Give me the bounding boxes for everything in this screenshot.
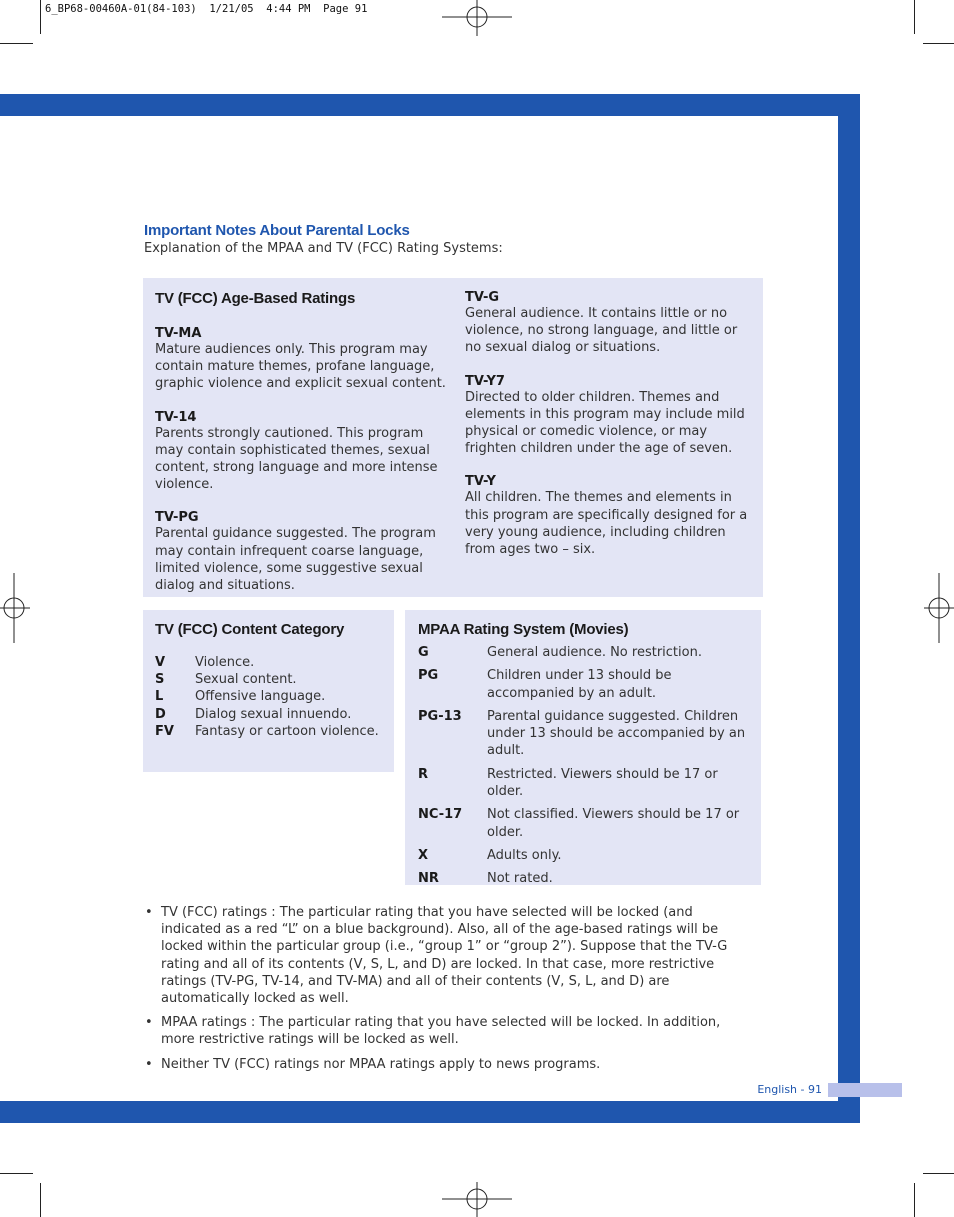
content-category-body [155,621,390,740]
rating-description: Parental guidance suggested. The program may contain infrequent coarse language, limited violence, some suggestive sexual dialog and situations. [155,526,436,594]
content-label: Offensive language. [195,689,326,705]
registration-mark-right [924,571,954,645]
mpaa-code: PG-13 [418,708,462,724]
mpaa-code: X [418,847,429,863]
mpaa-description: Not rated. [487,871,553,887]
rating-tv-g [465,290,757,357]
content-label: Violence. [195,655,255,670]
mpaa-description: Children under 13 should be accompanied by an adult. [487,668,672,701]
age-ratings-left-column [155,290,447,611]
mpaa-item [418,847,756,864]
rating-tv-pg [155,510,447,594]
rating-description: Parents strongly cautioned. This program may contain sophisticated themes, sexual content, strong language and more intense violence. [155,425,438,493]
rating-description: All children. The themes and elements in this program are specifically designed for a very young audience, including children from ages two – six. [465,490,748,558]
content-label: Fantasy or cartoon violence. [195,723,379,739]
mpaa-description: Adults only. [487,847,562,863]
mpaa-description: Not classified. Viewers should be 17 or older. [487,807,740,840]
mpaa-title: MPAA Rating System (Movies) [418,621,629,638]
rating-code: TV-14 [155,409,197,425]
page-tab [828,1083,902,1097]
registration-mark-left [0,571,30,645]
note-item: • TV (FCC) ratings : The particular rating that you have selected will be locked (and indicated as a red “L” on a blue background). Also, all of the age-based ratings will be locked within the particular group (i.e., “group 1” or “group 2”). Suppose that the TV-G rating and all of its contents (V, S, L, and D) are locked. In that case, more restrictive ratings (TV-PG, TV-14, and TV-MA) and all of their contents (V, S, L, and D) are automatically locked as well. [145,904,757,1007]
mpaa-box [405,610,761,885]
rating-tv-14 [155,410,447,494]
section-title: Important Notes About Parental Locks [144,222,410,239]
mpaa-body [418,621,756,894]
rating-tv-ma [155,326,447,393]
registration-mark-bottom [440,1182,514,1217]
mpaa-code: R [418,766,429,782]
mpaa-item [418,667,756,702]
top-band [0,94,860,116]
rating-code: TV-MA [155,326,202,341]
content-item [155,706,390,723]
mpaa-item [418,870,756,887]
content-code: S [155,672,165,688]
age-ratings-right-column [465,290,757,575]
age-ratings-title: TV (FCC) Age-Based Ratings [155,290,356,307]
content-code: V [155,655,166,670]
mpaa-description: General audience. No restriction. [487,645,702,660]
mpaa-code: NC-17 [418,807,463,823]
note-item: • Neither TV (FCC) ratings nor MPAA ratings apply to news programs. [145,1056,757,1073]
rating-description: Mature audiences only. This program may contain mature themes, profane language, graphic violence and explicit sexual content. [155,342,446,392]
mpaa-item [418,708,756,760]
mpaa-description: Restricted. Viewers should be 17 or older. [487,766,718,800]
rating-code: TV-Y [465,474,496,490]
mpaa-item [418,806,756,841]
content-category-title: TV (FCC) Content Category [155,621,345,638]
bottom-band [0,1101,860,1123]
mpaa-description: Parental guidance suggested. Children under 13 should be accompanied by an adult. [487,708,746,759]
content-code: FV [155,723,174,739]
rating-tv-y7 [465,374,757,458]
note-item: • MPAA ratings : The particular rating that you have selected will be locked. In addition, more restrictive ratings will be locked as well. [145,1014,757,1048]
content-code: D [155,706,166,722]
right-band [838,94,860,1123]
content-item [155,723,390,740]
mpaa-item [418,644,756,661]
rating-description: Directed to older children. Themes and elements in this program may include mild physical or comedic violence, or may frighten children under the age of seven. [465,389,745,457]
mpaa-code: PG [418,668,439,684]
print-header: 6_BP68-00460A-01(84-103) 1/21/05 4:44 PM Page 91 [45,3,368,15]
content-item [155,671,390,688]
content-item [155,654,390,671]
rating-code: TV-PG [155,510,199,526]
content-code: L [155,689,164,705]
registration-mark-top [440,0,514,36]
page-number: English - 91 [757,1083,822,1096]
rating-code: TV-G [465,290,500,305]
content-label: Dialog sexual innuendo. [195,706,352,722]
rating-description: General audience. It contains little or no violence, no strong language, and little or no sexual dialog or situations. [465,306,738,356]
content-item [155,688,390,705]
content-category-box [143,610,394,772]
mpaa-code: NR [418,871,439,887]
content-label: Sexual content. [195,672,297,688]
section-subtitle: Explanation of the MPAA and TV (FCC) Rating Systems: [144,241,503,256]
rating-tv-y [465,474,757,558]
mpaa-item [418,766,756,801]
rating-code: TV-Y7 [465,373,505,389]
notes-list [145,904,757,1080]
age-ratings-box [143,278,763,597]
mpaa-code: G [418,645,429,660]
